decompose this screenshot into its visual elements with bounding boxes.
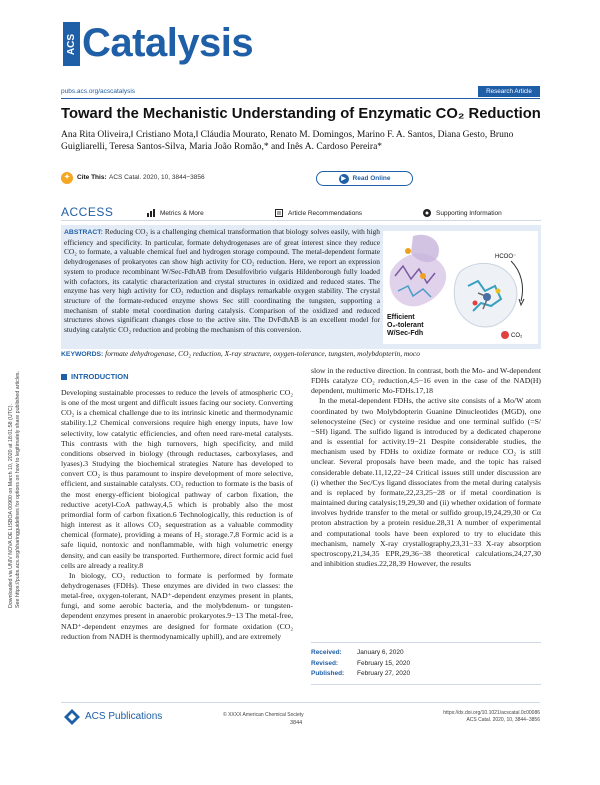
supporting-info-icon	[423, 209, 431, 217]
section-heading-label: INTRODUCTION	[71, 372, 129, 381]
toc-oxygen-atom	[473, 301, 478, 306]
download-notice-text	[8, 238, 22, 608]
access-bar	[61, 205, 541, 221]
document-icon	[275, 209, 283, 217]
cite-icon[interactable]: ✦	[61, 172, 73, 184]
download-notice-line2: See https://pubs.acs.org/sharingguidelines for options on how to legitimately share published articles.	[15, 370, 21, 608]
intro-paragraph-4: In the metal-dependent FDHs, the active site consists of a Mo/W atom coordinated by two Molybdopterin Guanine Dinucleotides (MGD), one selenocysteine (Sec) or cysteine residue and one terminal sulfido (=S/−SH) ligand. The sulfido ligand is introduced by a dedicated chaperone and is essential for activity.19−21 Despite considerable studies, the mechanism used by FDHs to oxidize formate or reduce CO₂ is still unclear. Several proposals have been made, and the topic has raised considerable debate.11,12,22−24 Critical issues still under discussion are (i) whether the Sec/Cys ligand dissociates from the metal during catalysis and is replaced by formate,22,23,25−28 or if metal coordination is maintained during catalysis;19,29,30 and (ii) whether oxidation of formate involves hydride transfer to the metal or sulfido group,19,24,29,30 or Cα proton abstraction by a protein residue.28,31 A number of experimental and computational tools have been explored to try to elucidate this mechanism, namely X-ray crystallography,23,31−33 X-ray absorption spectroscopy,21,34,35 EPR,29,36−38 theoretical calculations,24,27,30 and inhibition studies.22,28,39 However, the results	[311, 396, 541, 568]
intro-paragraph-2: In biology, CO₂ reduction to formate is performed by formate dehydrogenases (FDHs). These enzymes are divided in two classes: the metal-free, oxygen-tolerant, NAD⁺-dependent enzymes present in plants, fungi, and some aerobic bacteria, and the molybdenum- or tungsten-dependent enzymes present in anaerobic prokaryotes.9−13 The metal-free, NAD⁺-dependent enzymes are designed for formate oxidation (CO₂ reduction from NADH is thermodynamically uphill), and are extremely	[61, 570, 293, 641]
section-bullet-icon	[61, 374, 67, 380]
toc-caption-line1: Efficient	[387, 314, 415, 321]
toc-sulfur-atom	[496, 289, 501, 294]
intro-paragraph-1: Developing sustainable processes to reduce the levels of atmospheric CO₂ is one of the most urgent and difficult issues facing our society. Converting CO₂ is a chemical challenge due to its intrinsic kinetic and thermodynamic stability.1,2 Chemical conversions require high energy inputs, have low selectivity, low catalytic efficiencies, and often need rare-metal catalysts. This contrasts with the high turnovers, high specificity, and mild conditions observed in biology (through reductases, carboxylases, and lyases).3 Studying the biochemical strategies Nature has developed to convert CO₂ is thus paramount to inspire development of more selective, efficient, and sustainable catalysts. CO₂ reduction to formate is the basis of the most energy-efficient biological pathway of carbon fixation, the reductive acetyl-CoA pathway,4,5 which is probably also the most primordial form of carbon fixation.6 Technologically, this reduction is of high interest as it allows CO₂ sequestration as a valuable commodity chemical (formate), providing a means of H₂ storage.7,8 Formic acid is a safe liquid, nontoxic and nonflammable, with high volumetric energy density, and can easily be transported. Furthermore, direct formic acid fuel cells are already a reality.8	[61, 388, 293, 570]
article-title: Toward the Mechanistic Understanding of Enzymatic CO₂ Reduction	[61, 106, 541, 122]
abstract-body: Reducing CO₂ is a challenging chemical transformation that biology solves easily, with high efficiency and specificity. In particular, formate dehydrogenases are of great interest since they reduce CO₂ to formate, a valuable chemical fuel and hydrogen storage compound. The metal-dependent formate dehydrogenases of prokaryotes can show high activity for CO₂ reduction. Here, we report an expression system to produce recombinant W/Sec-FdhAB from Desulfovibrio vulgaris Hildenborough fully loaded with cofactors, its catalytic characterization and crystal structures in oxidized and reduced states. The enzyme has very high activity for CO₂ reduction and displays remarkable oxygen stability. The crystal structure of the formate-reduced enzyme shows Sec still coordinating the tungsten, supporting a mechanism of stable metal coordination during catalysis. Comparison of the oxidized and reduced structures shows significant changes close to the active site. The DvFdhAB is an excellent model for studying catalytic CO₂ reduction and probing the mechanism of this conversion.	[64, 227, 380, 335]
supporting-info-link[interactable]	[423, 209, 502, 217]
download-notice-line1: Downloaded via UNIV NOVA DE LISBOA 00900 on March 10, 2020 at 18:01:58 (UTC).	[8, 404, 14, 608]
cite-row	[61, 171, 541, 186]
date-received-label: Received:	[311, 649, 342, 656]
doi-block	[435, 710, 540, 724]
copyright-notice: © XXXX American Chemical Society	[223, 712, 304, 718]
toc-graphic	[383, 231, 538, 344]
toc-co2-label: CO₂	[511, 333, 523, 339]
article-dates	[311, 642, 541, 685]
body-column-right	[311, 366, 541, 569]
date-revised-label: Revised:	[311, 659, 339, 667]
footer-divider	[61, 702, 540, 703]
date-received-value: January 6, 2020	[357, 649, 404, 656]
keywords-list: formate dehydrogenase, CO₂ reduction, X-ray structure, oxygen-tolerance, tungsten, molybdopterin, moco	[105, 349, 420, 358]
keywords-lead: KEYWORDS:	[61, 351, 104, 358]
header-divider	[61, 98, 540, 99]
toc-caption-line3: W/Sec-Fdh	[387, 330, 424, 337]
read-online-button[interactable]	[316, 171, 413, 186]
cite-label: Cite This:	[77, 174, 107, 181]
footer-citation: ACS Catal. 2020, 10, 3844−3856	[466, 717, 540, 723]
acs-publications-logo-icon	[63, 708, 81, 726]
toc-tungsten-atom	[483, 293, 491, 301]
toc-hcoo-label: HCOO⁻	[495, 254, 517, 260]
toc-atom-1	[405, 248, 411, 254]
read-online-icon: ▶	[339, 174, 349, 184]
date-revised	[311, 659, 541, 670]
keywords	[61, 349, 541, 360]
abstract	[64, 227, 380, 335]
read-online-label: Read Online	[352, 175, 391, 182]
section-heading-introduction	[61, 372, 293, 381]
article-type-badge: Research Article	[478, 86, 540, 97]
bar-chart-icon	[147, 209, 155, 217]
journal-url[interactable]: pubs.acs.org/acscatalysis	[61, 88, 136, 95]
access-label: ACCESS	[61, 205, 114, 219]
abstract-lead: ABSTRACT:	[64, 229, 103, 236]
date-received	[311, 648, 541, 659]
publisher-name[interactable]: ACS Publications	[85, 711, 163, 722]
body-column-left	[61, 366, 293, 642]
recommendations-link[interactable]	[275, 209, 362, 217]
date-published-label: Published:	[311, 670, 345, 677]
date-revised-value: February 15, 2020	[357, 659, 411, 667]
cite-text[interactable]: ACS Catal. 2020, 10, 3844−3856	[109, 174, 205, 181]
doi-link[interactable]: https://dx.doi.org/10.1021/acscatal.0c00086	[443, 710, 540, 716]
supporting-info-label: Supporting Information	[436, 209, 502, 217]
acs-logo-text: ACS	[66, 33, 77, 55]
recommendations-label: Article Recommendations	[288, 209, 363, 217]
metrics-label: Metrics & More	[160, 209, 204, 217]
toc-atom-2	[420, 273, 426, 279]
intro-paragraph-3: slow in the reductive direction. In contrast, both the Mo- and W-dependent FDHs catalyze CO₂ reduction,4,5−16 even in the case of the NAD(H) dependent, multimeric Mo-FDHs.17,18	[311, 366, 541, 396]
metrics-link[interactable]	[147, 209, 204, 217]
page-number: 3844	[290, 720, 303, 726]
download-notice	[2, 238, 28, 608]
acs-logo-badge	[63, 22, 80, 66]
journal-name: Catalysis	[82, 21, 254, 65]
author-list: Ana Rita Oliveira,‖ Cristiano Mota,‖ Cláudia Mourato, Renato M. Domingos, Marino F. A. Santos, Diana Gesto, Bruno Guigliarelli, Teresa Santos-Silva, Maria João Romão,* and Inês A. Cardoso Pereira*	[61, 130, 514, 152]
date-published	[311, 669, 541, 680]
date-published-value: February 27, 2020	[357, 670, 411, 677]
toc-caption-line2: O₂-tolerant	[387, 322, 424, 329]
toc-co2-mark	[501, 331, 509, 339]
